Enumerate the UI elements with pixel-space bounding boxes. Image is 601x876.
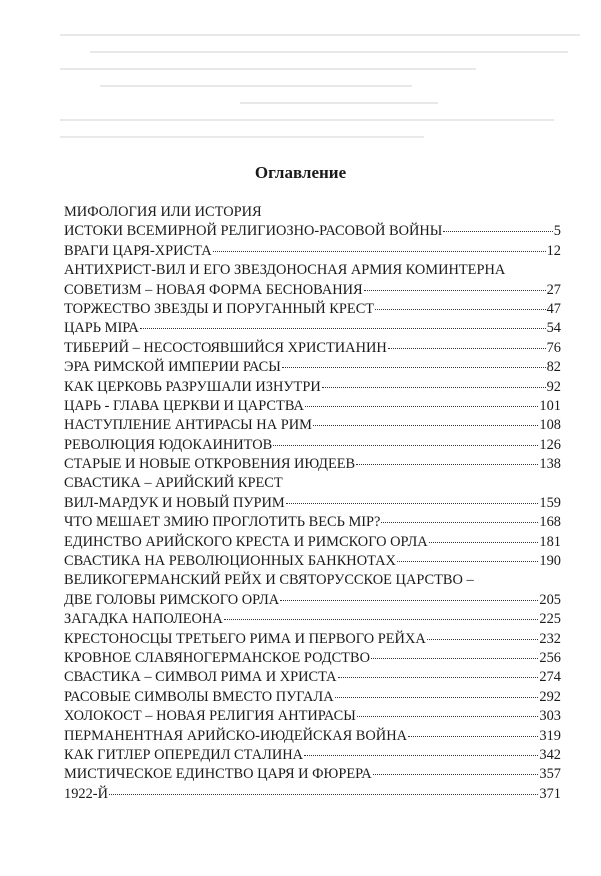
dot-leader: [357, 716, 539, 717]
page-title: Оглавление: [254, 163, 347, 182]
toc-entry-page-number: 205: [539, 591, 561, 608]
dot-leader: [397, 561, 538, 562]
toc-entry-page-number: 54: [546, 320, 561, 337]
toc-entry: [64, 494, 561, 513]
toc-entry: [64, 785, 561, 804]
toc-entry-page-number: 27: [546, 281, 561, 298]
toc-entry: [64, 688, 561, 707]
toc-entry-title: НАСТУПЛЕНИЕ АНТИРАСЫ НА РИМ: [64, 417, 312, 434]
toc-entry-page-number: 168: [539, 514, 561, 531]
toc-entry-page-number: 319: [539, 727, 561, 744]
dot-leader: [388, 348, 546, 349]
toc-entry: [64, 261, 561, 280]
dot-leader: [282, 367, 546, 368]
dot-leader: [280, 600, 538, 601]
toc-entry: [64, 222, 561, 241]
toc-entry-page-number: 101: [539, 397, 561, 414]
dot-leader: [335, 697, 539, 698]
toc-entry: [64, 358, 561, 377]
toc-entry-page-number: 225: [539, 611, 561, 628]
dot-leader: [273, 445, 538, 446]
dot-leader: [381, 522, 538, 523]
toc-entry-title: СВАСТИКА – АРИЙСКИЙ КРЕСТ: [64, 475, 283, 492]
toc-entry-page-number: 5: [553, 223, 561, 240]
toc-entry: [64, 416, 561, 435]
toc-entry-title: ЕДИНСТВО АРИЙСКОГО КРЕСТА И РИМСКОГО ОРЛА: [64, 533, 428, 550]
dot-leader: [338, 677, 539, 678]
dot-leader: [375, 309, 546, 310]
toc-entry-page-number: 138: [539, 456, 561, 473]
toc-entry-title: ТИБЕРИЙ – НЕСОСТОЯВШИЙСЯ ХРИСТИАНИН: [64, 339, 387, 356]
toc-entry-title: КАК ГИТЛЕР ОПЕРЕДИЛ СТАЛИНА: [64, 746, 304, 763]
dot-leader: [373, 774, 539, 775]
toc-entry-title: СВАСТИКА НА РЕВОЛЮЦИОННЫХ БАНКНОТАХ: [64, 553, 396, 570]
dot-leader: [313, 425, 539, 426]
toc-entry-page-number: 181: [539, 533, 561, 550]
toc-entry-title: ЦАРЬ - ГЛАВА ЦЕРКВИ И ЦАРСТВА: [64, 397, 304, 414]
toc-entry-title: СОВЕТИЗМ – НОВАЯ ФОРМА БЕСНОВАНИЯ: [64, 281, 363, 298]
toc-entry-page-number: 190: [539, 553, 561, 570]
toc-entry-page-number: 256: [539, 649, 561, 666]
toc-entry-page-number: 76: [546, 339, 561, 356]
dot-leader: [408, 736, 538, 737]
toc-entry-title: ИСТОКИ ВСЕМИРНОЙ РЕЛИГИОЗНО-РАСОВОЙ ВОЙНЫ: [64, 223, 443, 240]
toc-entry: [64, 533, 561, 552]
dot-leader: [213, 251, 546, 252]
toc-entry-page-number: 371: [539, 785, 561, 802]
toc-entry-title: МИСТИЧЕСКОЕ ЕДИНСТВО ЦАРЯ И ФЮРЕРА: [64, 766, 372, 783]
toc-entry: [64, 649, 561, 668]
toc-entry: [64, 591, 561, 610]
dot-leader: [109, 794, 538, 795]
toc-entry-page-number: 303: [539, 708, 561, 725]
dot-leader: [443, 231, 552, 232]
toc-entry: [64, 668, 561, 687]
toc-entry-page-number: 274: [539, 669, 561, 686]
dot-leader: [356, 464, 538, 465]
toc-entry: [64, 242, 561, 261]
toc-entry: [64, 397, 561, 416]
toc-entry-title: ЦАРЬ МIРА: [64, 320, 139, 337]
toc-entry-title: ЭРА РИМСКОЙ ИМПЕРИИ РАСЫ: [64, 359, 281, 376]
dot-leader: [371, 658, 538, 659]
toc-entry-title: ВИЛ-МАРДУК И НОВЫЙ ПУРИМ: [64, 494, 285, 511]
toc-entry-page-number: 126: [539, 436, 561, 453]
dot-leader: [304, 755, 538, 756]
table-of-contents: [64, 203, 561, 804]
toc-entry: [64, 746, 561, 765]
dot-leader: [140, 328, 546, 329]
toc-entry-title: СВАСТИКА – СИМВОЛ РИМА И ХРИСТА: [64, 669, 337, 686]
toc-entry: [64, 319, 561, 338]
toc-entry-title: ЧТО МЕШАЕТ ЗМИЮ ПРОГЛОТИТЬ ВЕСЬ МIР?: [64, 514, 381, 531]
toc-entry: [64, 455, 561, 474]
toc-entry-title: ВРАГИ ЦАРЯ-ХРИСТА: [64, 242, 212, 259]
toc-entry: [64, 610, 561, 629]
toc-entry: [64, 300, 561, 319]
toc-entry-title: АНТИХРИСТ-ВИЛ И ЕГО ЗВЕЗДОНОСНАЯ АРМИЯ КОМИНТЕРНА: [64, 262, 506, 279]
toc-entry-title: ХОЛОКОСТ – НОВАЯ РЕЛИГИЯ АНТИРАСЫ: [64, 708, 356, 725]
toc-entry: [64, 727, 561, 746]
toc-entry-title: КРОВНОЕ СЛАВЯНОГЕРМАНСКОЕ РОДСТВО: [64, 649, 370, 666]
toc-entry-page-number: 47: [546, 300, 561, 317]
toc-entry-title: ТОРЖЕСТВО ЗВЕЗДЫ И ПОРУГАННЫЙ КРЕСТ: [64, 300, 375, 317]
toc-entry-page-number: 232: [539, 630, 561, 647]
toc-entry-title: РЕВОЛЮЦИЯ ЮДОКАИНИТОВ: [64, 436, 273, 453]
dot-leader: [364, 290, 546, 291]
toc-entry: [64, 474, 561, 493]
toc-entry-title: КРЕСТОНОСЦЫ ТРЕТЬЕГО РИМА И ПЕРВОГО РЕЙХА: [64, 630, 426, 647]
toc-entry: [64, 707, 561, 726]
toc-entry: [64, 203, 561, 222]
toc-entry: [64, 630, 561, 649]
toc-entry-title: МИФОЛОГИЯ ИЛИ ИСТОРИЯ: [64, 204, 262, 220]
toc-entry-page-number: 357: [539, 766, 561, 783]
toc-entry-title: ДВЕ ГОЛОВЫ РИМСКОГО ОРЛА: [64, 591, 280, 608]
toc-entry: [64, 281, 561, 300]
toc-entry-title: РАСОВЫЕ СИМВОЛЫ ВМЕСТО ПУГАЛА: [64, 688, 334, 705]
toc-entry-page-number: 12: [546, 242, 561, 259]
dot-leader: [427, 639, 539, 640]
dot-leader: [224, 619, 539, 620]
toc-entry-title: ЗАГАДКА НАПОЛЕОНА: [64, 611, 223, 628]
toc-entry: [64, 436, 561, 455]
toc-entry: [64, 513, 561, 532]
toc-entry-title: ПЕРМАНЕНТНАЯ АРИЙСКО-ИЮДЕЙСКАЯ ВОЙНА: [64, 727, 407, 744]
toc-entry: [64, 571, 561, 590]
toc-entry-page-number: 108: [539, 417, 561, 434]
toc-entry-title: ВЕЛИКОГЕРМАНСКИЙ РЕЙХ И СВЯТОРУССКОЕ ЦАРСТВО –: [64, 572, 474, 589]
toc-entry-page-number: 92: [546, 378, 561, 395]
toc-entry-page-number: 292: [539, 688, 561, 705]
toc-entry-page-number: 159: [539, 494, 561, 511]
toc-entry: [64, 552, 561, 571]
show-through-text: [60, 34, 580, 153]
toc-entry-page-number: 342: [539, 746, 561, 763]
toc-entry-page-number: 82: [546, 359, 561, 376]
toc-entry: [64, 765, 561, 784]
toc-entry-title: 1922-Й: [64, 785, 108, 802]
toc-entry: [64, 378, 561, 397]
dot-leader: [429, 542, 539, 543]
dot-leader: [305, 406, 538, 407]
toc-entry-title: КАК ЦЕРКОВЬ РАЗРУШАЛИ ИЗНУТРИ: [64, 378, 321, 395]
toc-entry: [64, 339, 561, 358]
toc-entry-title: СТАРЫЕ И НОВЫЕ ОТКРОВЕНИЯ ИЮДЕЕВ: [64, 456, 356, 473]
dot-leader: [286, 503, 539, 504]
dot-leader: [322, 387, 546, 388]
